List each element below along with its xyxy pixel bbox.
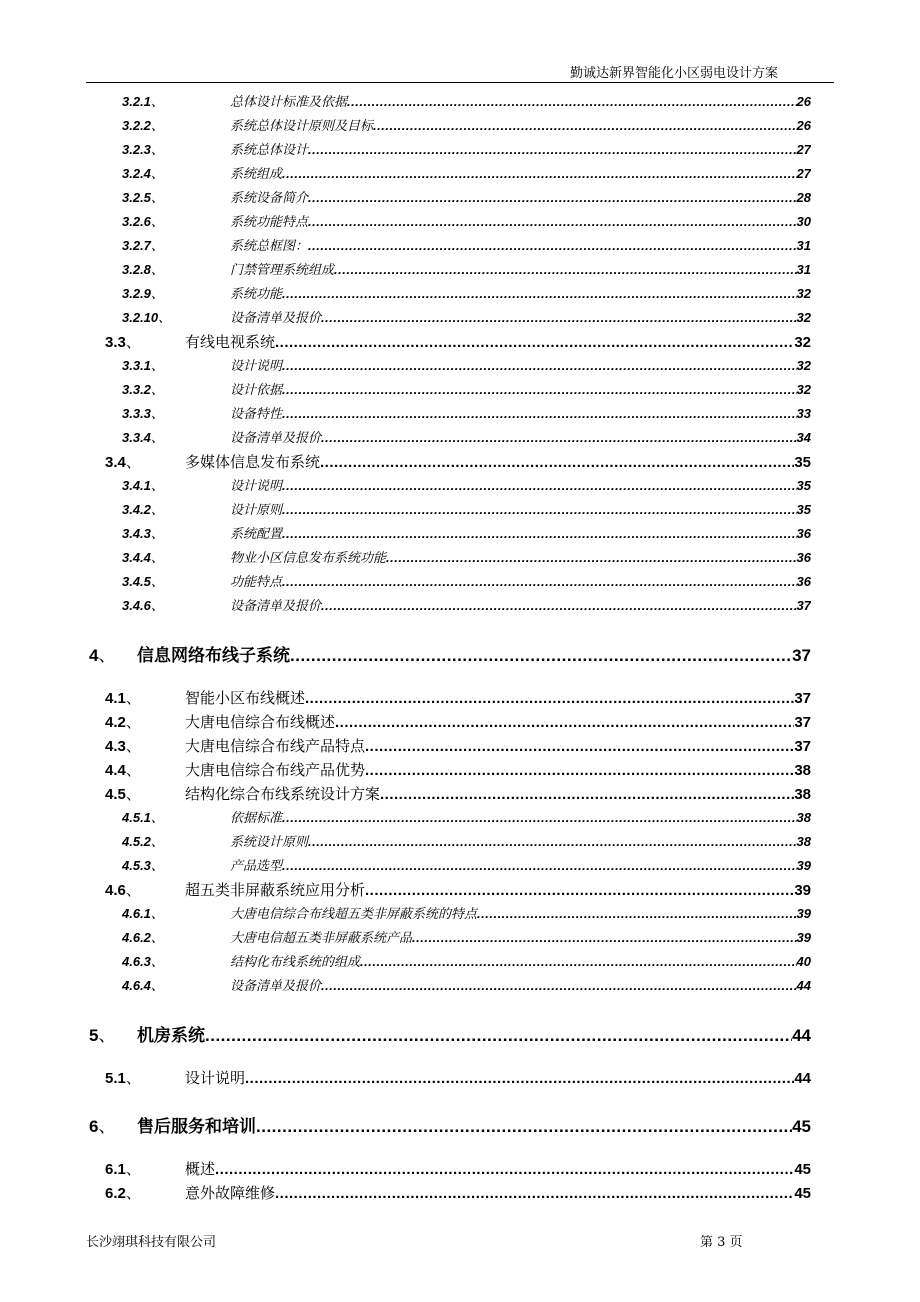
toc-entry-page: 35 <box>796 502 811 517</box>
toc-entry-title: 有线电视系统 <box>185 333 276 351</box>
dot-leader <box>282 406 797 421</box>
toc-entry-number: 6、 <box>89 1117 116 1136</box>
toc-entry-leader <box>230 307 811 326</box>
toc-entry-page: 45 <box>792 1117 811 1136</box>
toc-entry-leader <box>230 163 811 182</box>
toc-entry-number: 3.3.3、 <box>122 406 164 421</box>
toc-entry-title: 系统组成 <box>230 167 283 182</box>
toc-entry-page: 26 <box>796 94 811 109</box>
toc-entry-leader <box>137 641 811 666</box>
toc-entry-leader <box>137 1021 811 1046</box>
toc-entry-leader <box>137 1112 811 1137</box>
toc-entry-page: 37 <box>792 646 811 665</box>
toc-entry-number: 3.2.3、 <box>122 142 164 157</box>
toc-entry-page: 44 <box>792 1026 811 1045</box>
dot-leader <box>365 738 794 755</box>
toc-entry-number: 3.3.2、 <box>122 382 164 397</box>
toc-entry-title: 意外故障维修 <box>185 1184 276 1202</box>
dot-leader <box>282 382 797 397</box>
toc-entry-title: 超五类非屏蔽系统应用分析 <box>185 881 366 899</box>
toc-entry-number: 6.2、 <box>105 1185 141 1202</box>
toc-entry-page: 45 <box>794 1161 811 1178</box>
toc-entry-number: 4、 <box>89 646 116 665</box>
toc-entry-number: 3.2.1、 <box>122 94 164 109</box>
toc-entry-number: 4.6.4、 <box>122 978 164 993</box>
toc-entry-leader <box>230 259 811 278</box>
toc-entry-number: 3.2.7、 <box>122 238 164 253</box>
toc-entry-title: 系统功能 <box>230 287 283 302</box>
dot-leader <box>282 166 797 181</box>
toc-entry-title: 系统设计原则 <box>230 835 309 850</box>
toc-entry-number: 4.5.2、 <box>122 834 164 849</box>
toc-entry-leader <box>230 475 811 494</box>
toc-entry-number: 3.3.4、 <box>122 430 164 445</box>
toc-entry-page: 36 <box>796 526 811 541</box>
toc-entry-title: 设备清单及报价 <box>230 311 322 326</box>
toc-entry-title: 智能小区布线概述 <box>185 689 306 707</box>
toc-entry-page: 44 <box>794 1070 811 1087</box>
toc-entry-leader <box>185 879 811 900</box>
toc-entry-leader <box>185 331 811 352</box>
toc-entry-title: 设计说明 <box>230 479 283 494</box>
toc-entry-leader <box>230 571 811 590</box>
toc-entry-page: 31 <box>796 262 811 277</box>
dot-leader <box>256 1117 792 1137</box>
toc-entry-leader <box>230 211 811 230</box>
toc-entry-page: 37 <box>796 598 811 613</box>
dot-leader <box>321 978 797 993</box>
toc-entry-title: 大唐电信综合布线产品优势 <box>185 761 366 779</box>
toc-entry-page: 37 <box>794 738 811 755</box>
dot-leader <box>282 574 797 589</box>
toc-entry-leader <box>185 711 811 732</box>
toc-entry-page: 38 <box>794 786 811 803</box>
toc-entry-leader <box>230 975 811 994</box>
toc-entry-page: 37 <box>794 714 811 731</box>
toc-entry-page: 30 <box>796 214 811 229</box>
dot-leader <box>282 286 797 301</box>
toc-entry-leader <box>230 403 811 422</box>
toc-entry-title: 系统配置 <box>230 527 283 542</box>
dot-leader <box>386 550 797 565</box>
toc-entry-number: 3.4、 <box>105 454 141 471</box>
toc-entry-title: 设计说明 <box>230 359 283 374</box>
toc-entry-number: 6.1、 <box>105 1161 141 1178</box>
toc-entry-leader <box>230 807 811 826</box>
toc-entry-title: 多媒体信息发布系统 <box>185 453 321 471</box>
dot-leader <box>215 1161 794 1178</box>
toc-entry-page: 31 <box>796 238 811 253</box>
toc-entry-number: 4.5、 <box>105 786 141 803</box>
toc-entry-number: 3.2.10、 <box>122 310 172 325</box>
toc-entry-page: 39 <box>794 882 811 899</box>
toc-entry-number: 3.4.1、 <box>122 478 164 493</box>
toc-entry-leader <box>230 831 811 850</box>
toc-entry-number: 4.6.1、 <box>122 906 164 921</box>
toc-entry-number: 3.2.5、 <box>122 190 164 205</box>
toc-entry-leader <box>230 427 811 446</box>
dot-leader <box>275 1185 794 1202</box>
toc-entry-number: 4.4、 <box>105 762 141 779</box>
toc-entry-number: 4.5.1、 <box>122 810 164 825</box>
dot-leader <box>282 502 797 517</box>
toc-entry-title: 机房系统 <box>137 1026 205 1045</box>
toc-entry-leader <box>230 951 811 970</box>
dot-leader <box>308 238 797 253</box>
toc-entry-leader <box>230 499 811 518</box>
toc-entry-number: 3.3、 <box>105 334 141 351</box>
dot-leader <box>347 94 797 109</box>
dot-leader <box>308 190 797 205</box>
toc-entry-title: 设备特性 <box>230 407 283 422</box>
toc-entry-title: 产品选型 <box>230 859 283 874</box>
toc-entry-title: 大唐电信综合布线概述 <box>185 713 336 731</box>
toc-entry-number: 3.2.2、 <box>122 118 164 133</box>
toc-entry-page: 32 <box>796 358 811 373</box>
toc-entry-number: 3.4.3、 <box>122 526 164 541</box>
toc-entry-title: 设计原则 <box>230 503 283 518</box>
dot-leader <box>320 454 794 471</box>
toc-entry-leader <box>185 1158 811 1179</box>
toc-entry-number: 3.2.8、 <box>122 262 164 277</box>
toc-entry-title: 总体设计标准及依据 <box>230 95 348 110</box>
toc-entry-page: 35 <box>794 454 811 471</box>
dot-leader <box>321 598 797 613</box>
toc-entry-number: 5、 <box>89 1026 116 1045</box>
dot-leader <box>360 954 797 969</box>
toc-entry-title: 信息网络布线子系统 <box>137 646 290 665</box>
toc-entry-number: 3.4.4、 <box>122 550 164 565</box>
dot-leader <box>282 526 797 541</box>
toc-entry-title: 设备清单及报价 <box>230 599 322 614</box>
toc-entry-number: 4.2、 <box>105 714 141 731</box>
toc-entry-number: 4.6.2、 <box>122 930 164 945</box>
toc-entry-title: 系统总体设计 <box>230 143 309 158</box>
toc-entry-leader <box>185 759 811 780</box>
toc-entry-leader <box>185 783 811 804</box>
toc-entry-number: 3.3.1、 <box>122 358 164 373</box>
toc-entry-title: 系统总体设计原则及目标 <box>230 119 374 134</box>
toc-entry-page: 38 <box>796 810 811 825</box>
toc-entry-title: 概述 <box>185 1160 216 1178</box>
document-title: 勤诚达新界智能化小区弱电设计方案 <box>569 66 778 81</box>
toc-entry-leader <box>230 235 811 254</box>
dot-leader <box>373 118 797 133</box>
toc-entry-title: 依据标准 <box>230 811 283 826</box>
toc-entry-page: 28 <box>796 190 811 205</box>
toc-entry-page: 34 <box>796 430 811 445</box>
toc-entry-number: 4.6.3、 <box>122 954 164 969</box>
page-header <box>86 58 834 83</box>
toc-entry-number: 4.5.3、 <box>122 858 164 873</box>
toc-entry-page: 35 <box>796 478 811 493</box>
toc-entry-page: 32 <box>796 382 811 397</box>
toc-entry-leader <box>230 927 811 946</box>
toc-entry-number: 5.1、 <box>105 1070 141 1087</box>
toc-entry-number: 4.3、 <box>105 738 141 755</box>
dot-leader <box>282 858 797 873</box>
toc-entry-page: 39 <box>796 858 811 873</box>
toc-entry-leader <box>230 855 811 874</box>
toc-entry-leader <box>230 139 811 158</box>
dot-leader <box>321 310 797 325</box>
dot-leader <box>335 714 794 731</box>
toc-entry-title: 物业小区信息发布系统功能 <box>230 551 387 566</box>
dot-leader <box>305 690 794 707</box>
toc-entry-title: 设备清单及报价 <box>230 979 322 994</box>
dot-leader <box>380 786 794 803</box>
dot-leader <box>282 478 797 493</box>
toc-entry-page: 40 <box>796 954 811 969</box>
toc-entry-page: 27 <box>796 142 811 157</box>
toc-entry-page: 45 <box>794 1185 811 1202</box>
dot-leader <box>282 358 797 373</box>
dot-leader <box>308 142 797 157</box>
toc-entry-title: 大唐电信综合布线超五类非屏蔽系统的特点 <box>230 907 478 922</box>
dot-leader <box>282 810 797 825</box>
dot-leader <box>245 1070 794 1087</box>
toc-entry-page: 38 <box>796 834 811 849</box>
toc-entry-title: 大唐电信超五类非屏蔽系统产品 <box>230 931 413 946</box>
toc-entry-title: 系统总框图： <box>230 239 309 254</box>
toc-entry-number: 3.2.9、 <box>122 286 164 301</box>
dot-leader <box>308 834 797 849</box>
toc-entry-leader <box>185 735 811 756</box>
toc-entry-title: 设计依据 <box>230 383 283 398</box>
toc-entry-page: 38 <box>794 762 811 779</box>
toc-entry-page: 32 <box>796 286 811 301</box>
dot-leader <box>275 334 794 351</box>
toc-entry-number: 3.2.6、 <box>122 214 164 229</box>
toc-entry-page: 33 <box>796 406 811 421</box>
toc-entry-leader <box>185 1067 811 1088</box>
toc-entry-page: 36 <box>796 550 811 565</box>
toc-entry-leader <box>230 379 811 398</box>
dot-leader <box>334 262 797 277</box>
toc-entry-page: 27 <box>796 166 811 181</box>
dot-leader <box>365 762 794 779</box>
dot-leader <box>365 882 794 899</box>
toc-entry-title: 系统设备简介 <box>230 191 309 206</box>
page-number: 第 3 页 <box>700 1235 743 1250</box>
toc-entry-leader <box>185 451 811 472</box>
toc-entry-title: 售后服务和培训 <box>137 1117 256 1136</box>
toc-entry-number: 3.4.2、 <box>122 502 164 517</box>
dot-leader <box>321 430 797 445</box>
toc-entry-number: 3.2.4、 <box>122 166 164 181</box>
toc-entry-leader <box>230 91 811 110</box>
dot-leader <box>412 930 797 945</box>
dot-leader <box>308 214 797 229</box>
toc-entry-number: 3.4.6、 <box>122 598 164 613</box>
toc-entry-title: 门禁管理系统组成 <box>230 263 335 278</box>
toc-entry-leader <box>230 115 811 134</box>
toc-entry-title: 结构化综合布线系统设计方案 <box>185 785 381 803</box>
toc-entry-title: 结构化布线系统的组成 <box>230 955 361 970</box>
toc-entry-leader <box>185 687 811 708</box>
toc-entry-number: 4.1、 <box>105 690 141 707</box>
toc-entry-title: 功能特点 <box>230 575 283 590</box>
toc-entry-title: 设备清单及报价 <box>230 431 322 446</box>
toc-entry-page: 36 <box>796 574 811 589</box>
toc-entry-page: 32 <box>796 310 811 325</box>
toc-entry-leader <box>185 1182 811 1203</box>
dot-leader <box>205 1026 792 1046</box>
toc-entry-page: 44 <box>796 978 811 993</box>
toc-entry-page: 39 <box>796 906 811 921</box>
dot-leader <box>477 906 797 921</box>
toc-entry-page: 32 <box>794 334 811 351</box>
toc-entry-leader <box>230 523 811 542</box>
toc-entry-number: 4.6、 <box>105 882 141 899</box>
toc-entry-leader <box>230 595 811 614</box>
toc-entry-leader <box>230 283 811 302</box>
toc-entry-page: 37 <box>794 690 811 707</box>
toc-entry-title: 系统功能特点 <box>230 215 309 230</box>
toc-entry-page: 39 <box>796 930 811 945</box>
toc-entry-leader <box>230 547 811 566</box>
toc-entry-leader <box>230 355 811 374</box>
toc-entry-leader <box>230 187 811 206</box>
toc-entry-number: 3.4.5、 <box>122 574 164 589</box>
toc-entry-page: 26 <box>796 118 811 133</box>
toc-entry-title: 设计说明 <box>185 1069 246 1087</box>
toc-entry-leader <box>230 903 811 922</box>
dot-leader <box>290 646 792 666</box>
company-name: 长沙翊琪科技有限公司 <box>86 1235 217 1250</box>
toc-entry-title: 大唐电信综合布线产品特点 <box>185 737 366 755</box>
